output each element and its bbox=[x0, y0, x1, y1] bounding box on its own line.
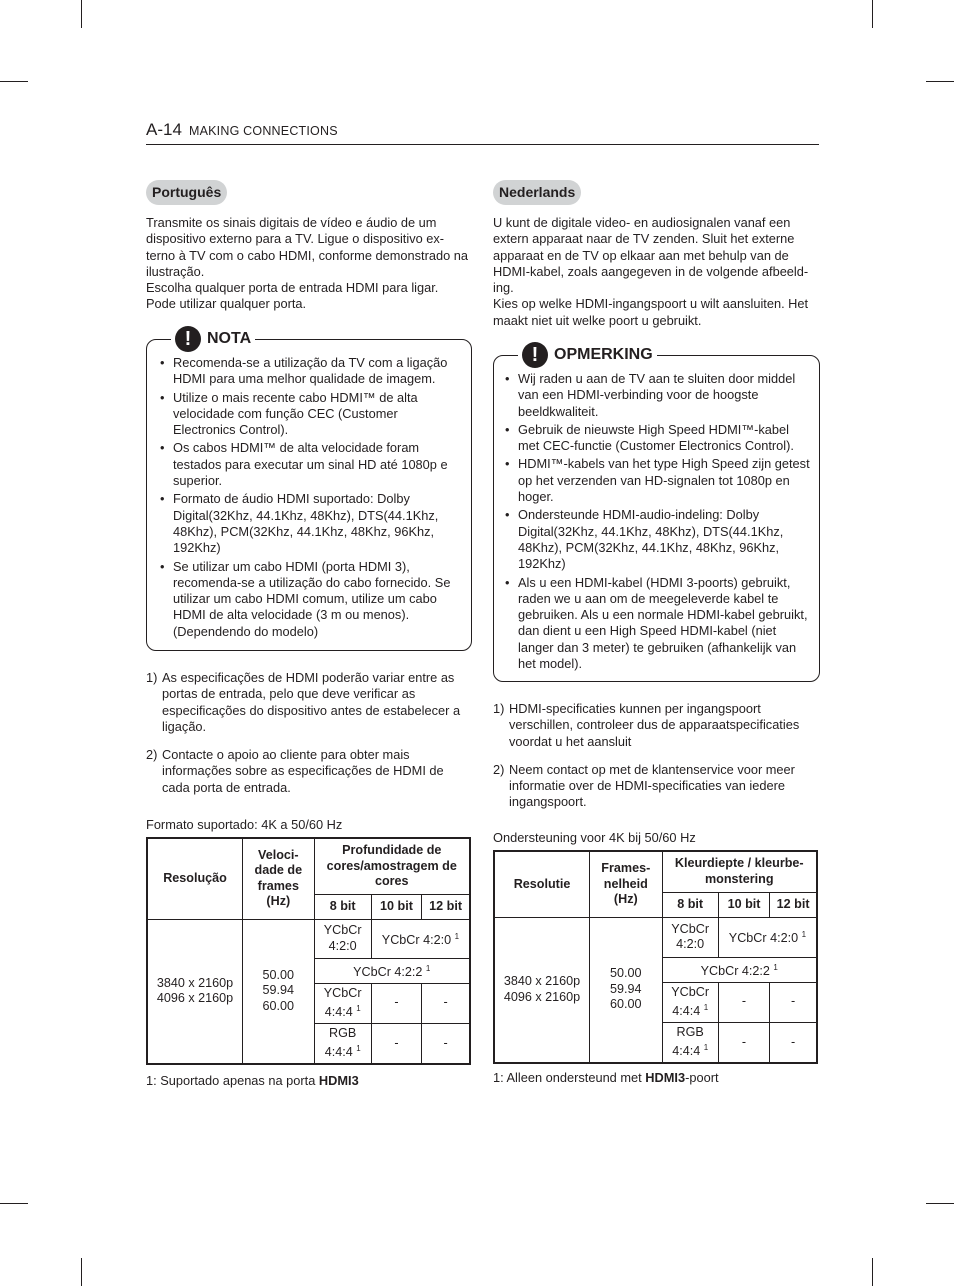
cell-frame-rate: 50.00 59.94 60.00 bbox=[590, 917, 662, 1063]
header-12bit: 12 bit bbox=[422, 894, 470, 919]
crop-mark bbox=[0, 81, 28, 82]
table-cell: - bbox=[770, 1022, 817, 1063]
footnotes bbox=[146, 670, 466, 796]
crop-mark bbox=[926, 1203, 954, 1204]
header-frame-rate: Veloci-dade de frames (Hz) bbox=[243, 838, 314, 919]
crop-mark bbox=[926, 81, 954, 82]
list-item: • Als u een HDMI-kabel (HDMI 3-poorts) gebruikt, raden we u aan om de meegeleverde kabel te gebruiken. Als u een normale HDMI-kabel gebruikt, dan dient u een High Speed HDMI-kabel (niet langer dan 3 meter) te gebruiken (afhankelijk van het model). bbox=[505, 575, 810, 673]
header-frame-rate: Frames-nelheid (Hz) bbox=[590, 851, 662, 917]
table-cell: - bbox=[371, 983, 421, 1023]
format-caption: Ondersteuning voor 4K bij 50/60 Hz bbox=[493, 830, 696, 845]
crop-mark bbox=[0, 1203, 28, 1204]
crop-mark bbox=[872, 1258, 873, 1286]
spec-table bbox=[493, 850, 818, 1064]
note-list bbox=[160, 355, 462, 642]
intro-paragraph: U kunt de digitale video- en audiosignalen vanaf een extern apparaat naar de TV zenden. Sluit het externe apparaat en de TV op elkaar aan met behulp van de HDMI-kabel, zoals aangegeven in de volgende afbeeld-ing. bbox=[493, 215, 809, 296]
note-box bbox=[493, 344, 820, 682]
header-10bit: 10 bit bbox=[718, 892, 769, 917]
table-cell: - bbox=[718, 982, 769, 1022]
format-caption: Formato suportado: 4K a 50/60 Hz bbox=[146, 817, 343, 832]
header-8bit: 8 bit bbox=[314, 894, 371, 919]
exclamation-icon: ! bbox=[522, 342, 548, 368]
crop-mark bbox=[872, 0, 873, 28]
spec-table bbox=[146, 837, 471, 1065]
list-item: • HDMI™-kabels van het type High Speed zijn getest op het verzenden van HD-signalen tot 1080p en hoger. bbox=[505, 456, 810, 505]
list-item: • Wij raden u aan de TV aan te sluiten door middel van een HDMI-verbinding voor de hoogste beeldkwaliteit. bbox=[505, 371, 810, 420]
intro-paragraph: Kies op welke HDMI-ingangspoort u wilt aansluiten. Het maakt niet uit welke poort u gebruikt. bbox=[493, 296, 809, 328]
table-cell: YCbCr 4:2:2 $^1$ bbox=[662, 957, 817, 982]
table-cell: - bbox=[422, 1023, 470, 1064]
table-cell: YCbCr 4:4:4 $^1$ bbox=[662, 982, 718, 1022]
table-cell: - bbox=[770, 982, 817, 1022]
section-title: MAKING CONNECTIONS bbox=[189, 124, 338, 138]
table-cell: - bbox=[718, 1022, 769, 1063]
note-title: ! NOTA bbox=[171, 326, 255, 352]
footnote: 2) Contacte o apoio ao cliente para obter mais informações sobre as especificações de HDMI de cada porta de entrada. bbox=[146, 747, 444, 795]
intro-paragraph: Escolha qualquer porta de entrada HDMI para ligar. Pode utilizar qualquer porta. bbox=[146, 280, 439, 312]
table-cell: YCbCr 4:2:0 $^1$ bbox=[718, 917, 817, 957]
table-cell: YCbCr 4:2:0 bbox=[662, 917, 718, 957]
footnote: 2) Neem contact op met de klantenservice voor meer informatie over de HDMI-specificaties van iedere ingangspoort. bbox=[493, 761, 795, 810]
table-cell: YCbCr 4:4:4 $^1$ bbox=[314, 983, 371, 1023]
crop-mark bbox=[81, 0, 82, 28]
page-header bbox=[146, 120, 819, 145]
header-8bit: 8 bit bbox=[662, 892, 718, 917]
list-item: • Ondersteunde HDMI-audio-indeling: Dolby Digital(32Khz, 44.1Khz, 48Khz), DTS(44.1Khz, 48Khz), PCM(32Khz, 44.1Khz, 48Khz, 96Khz, 192Khz) bbox=[505, 507, 810, 572]
footnote: 1) HDMI-specificaties kunnen per ingangspoort verschillen, controleer dus de apparaatspecificaties voordat u het aansluit bbox=[493, 701, 800, 749]
note-title: ! OPMERKING bbox=[518, 342, 657, 368]
footnotes bbox=[493, 701, 815, 811]
header-12bit: 12 bit bbox=[770, 892, 817, 917]
exclamation-icon: ! bbox=[175, 326, 201, 352]
header-10bit: 10 bit bbox=[371, 894, 421, 919]
list-item: • Se utilizar um cabo HDMI (porta HDMI 3), recomenda-se a utilização do cabo fornecido. Se utilizar um cabo HDMI comum, utilize um cabo HDMI de alta velocidade (3 m ou menos). (Dependendo do modelo) bbox=[160, 559, 462, 640]
note-list bbox=[505, 371, 810, 674]
note-box bbox=[146, 328, 472, 651]
page-number: A-14 bbox=[146, 120, 182, 139]
table-cell: RGB 4:4:4 $^1$ bbox=[314, 1023, 371, 1064]
list-item: • Formato de áudio HDMI suportado: Dolby Digital(32Khz, 44.1Khz, 48Khz), DTS(44.1Khz, 48Khz), PCM(32Khz, 44.1Khz, 48Khz, 96Khz, 192Khz) bbox=[160, 491, 462, 556]
intro-paragraph: Transmite os sinais digitais de vídeo e áudio de um dispositivo externo para a TV. Ligue o dispositivo ex-terno à TV com o cabo HDMI, conforme demonstrado na ilustração. bbox=[146, 215, 468, 279]
cell-frame-rate: 50.00 59.94 60.00 bbox=[243, 919, 314, 1064]
header-color-depth: Kleurdiepte / kleurbe-monstering bbox=[662, 851, 817, 892]
column-dutch bbox=[493, 180, 819, 329]
language-label: Português bbox=[146, 180, 227, 205]
table-cell: RGB 4:4:4 $^1$ bbox=[662, 1022, 718, 1063]
column-portuguese bbox=[146, 180, 471, 313]
crop-mark bbox=[81, 1258, 82, 1286]
cell-resolution: 3840 x 2160p 4096 x 2160p bbox=[147, 919, 243, 1064]
list-item: • Gebruik de nieuwste High Speed HDMI™-kabel met CEC-functie (Customer Electronics Control). bbox=[505, 422, 810, 455]
list-item: • Os cabos HDMI™ de alta velocidade foram testados para executar um sinal HD até 1080p e superior. bbox=[160, 440, 462, 489]
table-cell: YCbCr 4:2:0 bbox=[314, 919, 371, 958]
header-color-depth: Profundidade de cores/amostragem de cores bbox=[314, 838, 470, 894]
language-label: Nederlands bbox=[493, 180, 581, 205]
list-item: • Utilize o mais recente cabo HDMI™ de alta velocidade com função CEC (Customer Electronics Control). bbox=[160, 390, 462, 439]
table-cell: - bbox=[422, 983, 470, 1023]
list-item: • Recomenda-se a utilização da TV com a ligação HDMI para uma melhor qualidade de imagem. bbox=[160, 355, 462, 388]
table-footnote: 1: Alleen ondersteund met HDMI3-poort bbox=[493, 1070, 719, 1085]
table-footnote: 1: Suportado apenas na porta HDMI3 bbox=[146, 1073, 359, 1088]
table-cell: YCbCr 4:2:2 $^1$ bbox=[314, 958, 470, 983]
footnote: 1) As especificações de HDMI poderão variar entre as portas de entrada, pelo que deve verificar as especificações do dispositivo antes de estabelecer a ligação. bbox=[146, 670, 461, 734]
table-cell: YCbCr 4:2:0 $^1$ bbox=[371, 919, 470, 958]
header-resolution: Resolutie bbox=[494, 851, 590, 917]
table-cell: - bbox=[371, 1023, 421, 1064]
cell-resolution: 3840 x 2160p 4096 x 2160p bbox=[494, 917, 590, 1063]
header-resolution: Resolução bbox=[147, 838, 243, 919]
